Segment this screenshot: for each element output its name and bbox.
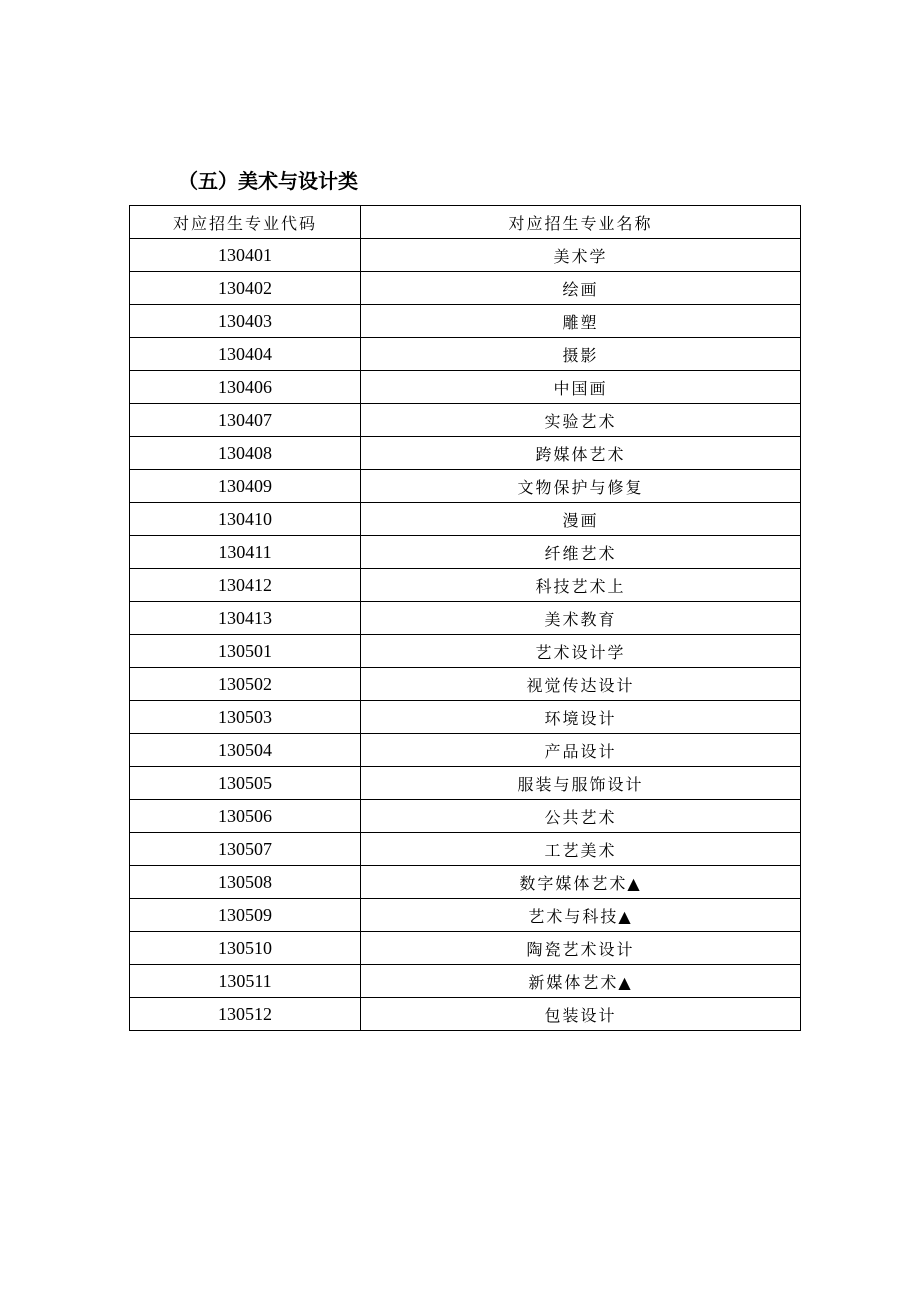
table-row <box>130 767 801 800</box>
major-code: 130507 <box>130 833 361 866</box>
major-name: 纤维艺术 <box>361 536 801 569</box>
table-row <box>130 965 801 998</box>
major-name: 艺术与科技▲ <box>361 899 801 932</box>
table-header-row <box>130 206 801 239</box>
major-code: 130512 <box>130 998 361 1031</box>
table-body <box>130 239 801 1031</box>
table-row <box>130 536 801 569</box>
table-row <box>130 371 801 404</box>
table-row <box>130 668 801 701</box>
major-code: 130505 <box>130 767 361 800</box>
major-code: 130402 <box>130 272 361 305</box>
major-name: 视觉传达设计 <box>361 668 801 701</box>
table-row <box>130 338 801 371</box>
table-row <box>130 899 801 932</box>
major-name: 环境设计 <box>361 701 801 734</box>
major-name: 美术学 <box>361 239 801 272</box>
table-row <box>130 404 801 437</box>
section-title: （五）美术与设计类 <box>178 169 358 193</box>
major-name: 艺术设计学 <box>361 635 801 668</box>
major-name: 科技艺术上 <box>361 569 801 602</box>
major-code: 130411 <box>130 536 361 569</box>
table-row <box>130 833 801 866</box>
major-code: 130412 <box>130 569 361 602</box>
table-row <box>130 569 801 602</box>
table-row <box>130 239 801 272</box>
table-row <box>130 602 801 635</box>
major-code: 130510 <box>130 932 361 965</box>
major-code: 130403 <box>130 305 361 338</box>
table-row <box>130 734 801 767</box>
major-name: 漫画 <box>361 503 801 536</box>
table-row <box>130 998 801 1031</box>
major-name: 产品设计 <box>361 734 801 767</box>
table-row <box>130 305 801 338</box>
major-code: 130502 <box>130 668 361 701</box>
header-name: 对应招生专业名称 <box>361 206 801 239</box>
major-name: 摄影 <box>361 338 801 371</box>
table-row <box>130 866 801 899</box>
major-code: 130508 <box>130 866 361 899</box>
table-row <box>130 701 801 734</box>
major-code: 130506 <box>130 800 361 833</box>
major-code: 130404 <box>130 338 361 371</box>
major-name: 绘画 <box>361 272 801 305</box>
major-code: 130406 <box>130 371 361 404</box>
major-name: 中国画 <box>361 371 801 404</box>
major-code: 130501 <box>130 635 361 668</box>
table-row <box>130 272 801 305</box>
header-code: 对应招生专业代码 <box>130 206 361 239</box>
major-code: 130509 <box>130 899 361 932</box>
table-row <box>130 932 801 965</box>
table-row <box>130 635 801 668</box>
major-code: 130410 <box>130 503 361 536</box>
major-name: 新媒体艺术▲ <box>361 965 801 998</box>
major-name: 数字媒体艺术▲ <box>361 866 801 899</box>
major-code: 130511 <box>130 965 361 998</box>
table-row <box>130 503 801 536</box>
major-name: 文物保护与修复 <box>361 470 801 503</box>
major-name: 服装与服饰设计 <box>361 767 801 800</box>
table-row <box>130 800 801 833</box>
major-name: 陶瓷艺术设计 <box>361 932 801 965</box>
major-code: 130504 <box>130 734 361 767</box>
major-name: 实验艺术 <box>361 404 801 437</box>
major-code: 130407 <box>130 404 361 437</box>
table-row <box>130 437 801 470</box>
major-name: 公共艺术 <box>361 800 801 833</box>
major-code: 130413 <box>130 602 361 635</box>
majors-table <box>129 205 801 1031</box>
major-name: 工艺美术 <box>361 833 801 866</box>
major-code: 130408 <box>130 437 361 470</box>
major-code: 130401 <box>130 239 361 272</box>
major-name: 雕塑 <box>361 305 801 338</box>
major-name: 包装设计 <box>361 998 801 1031</box>
table-row <box>130 470 801 503</box>
major-code: 130409 <box>130 470 361 503</box>
major-name: 美术教育 <box>361 602 801 635</box>
major-name: 跨媒体艺术 <box>361 437 801 470</box>
major-code: 130503 <box>130 701 361 734</box>
